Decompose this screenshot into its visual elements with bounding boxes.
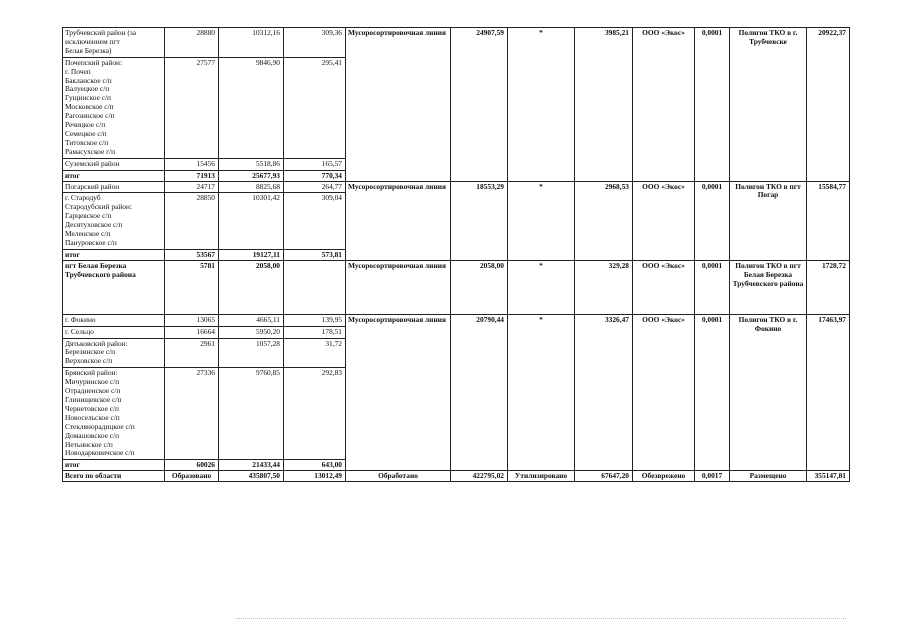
area-line: исключением пгт [65, 36, 120, 46]
total-volume-cell: 643,00 [284, 460, 346, 471]
area-cell [63, 28, 165, 58]
placed-cell: 17463,97 [807, 314, 850, 471]
volume-cell: 139,95 [284, 314, 346, 326]
area-cell [63, 314, 165, 326]
summary-placed-cell: 355147,81 [807, 471, 850, 482]
area-cell: пгт Белая Березка Трубчевского района [63, 260, 165, 314]
summary-mass-cell: 435807,50 [219, 471, 284, 482]
mass-cell: 9760,85 [219, 368, 284, 460]
scan-artifact-line [236, 618, 846, 620]
total-formed-cell: 60026 [165, 460, 219, 471]
coefficient-cell: 0,0001 [695, 181, 730, 260]
area-line: Московское с/п [65, 102, 114, 112]
volume-cell: 292,83 [284, 368, 346, 460]
area-lines [65, 29, 162, 56]
area-line: Меленское с/п [65, 229, 111, 239]
volume-cell: 309,36 [284, 28, 346, 58]
marker-cell: * [508, 260, 575, 314]
marker-cell: * [508, 28, 575, 182]
area-line: г. Фокино [65, 314, 96, 324]
volume-cell [284, 260, 346, 314]
summary-processed-label-cell: Обработано [346, 471, 451, 482]
utilized-cell: 3985,21 [575, 28, 633, 182]
area-line: Суземский район [65, 158, 120, 168]
area-line: Новодарковичское с/п [65, 448, 135, 458]
summary-volume-cell: 13012,49 [284, 471, 346, 482]
area-cell [63, 338, 165, 368]
area-line: Погарский район [65, 181, 120, 191]
area-cell [63, 158, 165, 170]
area-line: Нетьинское с/п [65, 439, 113, 449]
area-cell [63, 193, 165, 249]
mass-cell: 10312,16 [219, 28, 284, 58]
placed-cell: 1728,72 [807, 260, 850, 314]
total-label-cell: итог [63, 460, 165, 471]
processed-cell: 20790,44 [451, 314, 508, 471]
landfill-cell: Полигон ТКО в г. Фокино [730, 314, 807, 471]
volume-cell: 295,41 [284, 57, 346, 158]
area-line: Трубчевский район (за [65, 28, 137, 37]
area-line: Гущинское с/п [65, 93, 111, 103]
formed-cell: 27336 [165, 368, 219, 460]
summary-label-cell: Всего по области [63, 471, 165, 482]
area-lines [65, 340, 162, 367]
area-line: Титовское с/п [65, 137, 109, 147]
operator-cell: ООО «Экос» [633, 181, 695, 260]
area-line: Бакланское с/п [65, 75, 112, 85]
summary-coefficient-cell: 0,0017 [695, 471, 730, 482]
area-line: г. Почеп [65, 66, 91, 76]
area-lines [65, 160, 162, 169]
mass-cell: 5950,20 [219, 326, 284, 338]
processed-cell: 24907,59 [451, 28, 508, 182]
area-line: Почепский район: [65, 57, 123, 67]
area-lines [65, 369, 162, 458]
area-line: Мичуринское с/п [65, 377, 120, 387]
area-line: г. Стародуб [65, 193, 101, 203]
total-label-cell: итог [63, 249, 165, 260]
volume-cell: 309,04 [284, 193, 346, 249]
area-lines [65, 183, 162, 192]
area-line: Десятуховское с/п [65, 220, 123, 230]
facility-cell: Мусоросортировочная линия [346, 260, 451, 314]
area-cell [63, 181, 165, 193]
area-cell [63, 326, 165, 338]
area-line: Стеклянорадицкое с/п [65, 421, 135, 431]
area-line: Новосельское с/п [65, 412, 120, 422]
utilized-cell: 329,28 [575, 260, 633, 314]
landfill-cell: Полигон ТКО в пгт Белая Березка Трубчевского района [730, 260, 807, 314]
volume-cell: 165,57 [284, 158, 346, 170]
volume-cell: 264,77 [284, 181, 346, 193]
formed-cell: 13065 [165, 314, 219, 326]
mass-cell: 10301,42 [219, 193, 284, 249]
coefficient-cell: 0,0001 [695, 260, 730, 314]
total-mass-cell: 21433,44 [219, 460, 284, 471]
area-line: г. Сельцо [65, 326, 94, 336]
area-line: Домашовское с/п [65, 430, 120, 440]
placed-cell: 20922,37 [807, 28, 850, 182]
formed-cell: 24717 [165, 181, 219, 193]
volume-cell: 178,51 [284, 326, 346, 338]
total-volume-cell: 770,34 [284, 170, 346, 181]
area-line: Глинищевское с/п [65, 395, 122, 404]
area-line: Валуецкое с/п [65, 84, 110, 94]
mass-cell: 4665,11 [219, 314, 284, 326]
area-line: Белая Березка) [65, 45, 112, 55]
table-row [63, 260, 850, 314]
area-lines [65, 59, 162, 157]
area-line: Стародубский район: [65, 202, 132, 212]
table-row [63, 181, 850, 193]
area-cell [63, 368, 165, 460]
operator-cell: ООО «Экос» [633, 260, 695, 314]
mass-cell: 1057,28 [219, 338, 284, 368]
total-formed-cell: 53567 [165, 249, 219, 260]
formed-cell: 15456 [165, 158, 219, 170]
landfill-cell: Полигон ТКО в пгт Погар [730, 181, 807, 260]
area-line: Семецкое с/п [65, 128, 107, 138]
area-line: Брянский район: [65, 368, 118, 378]
mass-cell: 9846,90 [219, 57, 284, 158]
area-line: Отрадненское с/п [65, 386, 121, 396]
summary-placed-label-cell: Размещено [730, 471, 807, 482]
processed-cell: 18553,29 [451, 181, 508, 260]
marker-cell: * [508, 314, 575, 471]
summary-neutralized-label-cell: Обезврежено [633, 471, 695, 482]
table-body [63, 28, 850, 482]
coefficient-cell: 0,0001 [695, 28, 730, 182]
area-lines [65, 328, 162, 337]
mass-cell: 8825,68 [219, 181, 284, 193]
facility-cell: Мусоросортировочная линия [346, 28, 451, 182]
table-row [63, 314, 850, 326]
area-lines [65, 316, 162, 325]
table-row [63, 28, 850, 58]
area-line: Пануровское с/п [65, 237, 117, 247]
formed-cell: 28880 [165, 28, 219, 58]
marker-cell: * [508, 181, 575, 260]
landfill-cell: Полигон ТКО в г. Трубчевске [730, 28, 807, 182]
utilized-cell: 3326,47 [575, 314, 633, 471]
summary-row [63, 471, 850, 482]
waste-flow-table [62, 27, 850, 482]
summary-formed-label-cell: Образовано [165, 471, 219, 482]
total-mass-cell: 19127,11 [219, 249, 284, 260]
facility-cell: Мусоросортировочная линия [346, 314, 451, 471]
total-label-cell: итог [63, 170, 165, 181]
area-line: Гарцевское с/п [65, 211, 112, 221]
total-formed-cell: 71913 [165, 170, 219, 181]
utilized-cell: 2968,53 [575, 181, 633, 260]
area-line: Чернетовское с/п [65, 403, 119, 413]
total-volume-cell: 573,81 [284, 249, 346, 260]
processed-cell: 2058,00 [451, 260, 508, 314]
summary-utilized-label-cell: Утилизировано [508, 471, 575, 482]
coefficient-cell: 0,0001 [695, 314, 730, 471]
mass-cell: 5518,86 [219, 158, 284, 170]
formed-cell: 28850 [165, 193, 219, 249]
facility-cell: Мусоросортировочная линия [346, 181, 451, 260]
area-line: Рагозинское с/п [65, 111, 115, 121]
mass-cell: 2058,00 [219, 260, 284, 314]
area-line: Речицкое с/п [65, 120, 106, 130]
area-line: Рамасухское г/п [65, 146, 116, 156]
area-line: Дятьковский район: [65, 338, 128, 348]
formed-cell: 5781 [165, 260, 219, 314]
operator-cell: ООО «Экос» [633, 28, 695, 182]
formed-cell: 2961 [165, 338, 219, 368]
area-line: Березинское с/п [65, 347, 116, 357]
total-mass-cell: 25677,93 [219, 170, 284, 181]
formed-cell: 16664 [165, 326, 219, 338]
summary-processed-cell: 422795,02 [451, 471, 508, 482]
area-cell [63, 57, 165, 158]
summary-utilized-cell: 67647,20 [575, 471, 633, 482]
operator-cell: ООО «Экос» [633, 314, 695, 471]
formed-cell: 27577 [165, 57, 219, 158]
area-lines [65, 194, 162, 247]
placed-cell: 15584,77 [807, 181, 850, 260]
volume-cell: 31,72 [284, 338, 346, 368]
area-line: Верховское с/п [65, 356, 113, 366]
